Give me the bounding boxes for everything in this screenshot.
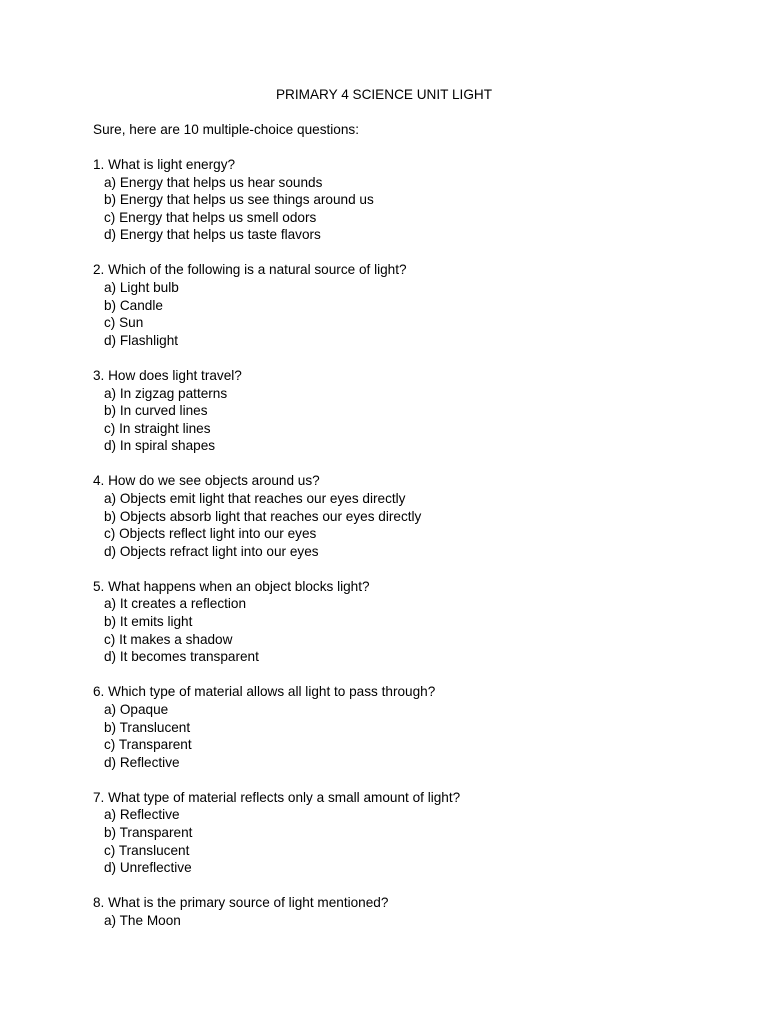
question-4 (93, 472, 733, 560)
answer-option-d: d) In spiral shapes (104, 438, 216, 454)
question-6 (93, 683, 733, 771)
answer-option-d: d) Reflective (104, 754, 180, 770)
answer-option-c: c) Translucent (104, 842, 190, 858)
answer-option-a: a) The Moon (104, 912, 181, 928)
answer-option-d: d) Energy that helps us taste flavors (104, 227, 321, 243)
question-text: 5. What happens when an object blocks light? (93, 578, 370, 594)
intro-text: Sure, here are 10 multiple-choice questions: (93, 122, 359, 137)
answer-option-b: b) In curved lines (104, 403, 208, 419)
answer-option-c: c) Transparent (104, 737, 192, 753)
answer-option-d: d) Unreflective (104, 860, 192, 876)
question-2 (93, 261, 733, 349)
answer-option-c: c) Sun (104, 315, 144, 331)
question-text: 7. What type of material reflects only a small amount of light? (93, 789, 461, 805)
question-text: 6. Which type of material allows all light to pass through? (93, 684, 436, 700)
answer-option-b: b) Transparent (104, 825, 193, 840)
answer-option-a: a) Objects emit light that reaches our eyes directly (104, 491, 406, 506)
question-7 (93, 789, 733, 877)
question-1 (93, 156, 733, 244)
question-3 (93, 367, 733, 455)
answer-option-c: c) Objects reflect light into our eyes (104, 526, 317, 542)
answer-option-b: b) Energy that helps us see things around us (104, 192, 374, 208)
answer-option-d: d) Objects refract light into our eyes (104, 543, 319, 559)
answer-option-b: b) Objects absorb light that reaches our eyes directly (104, 508, 422, 524)
answer-option-b: b) Candle (104, 297, 163, 313)
answer-option-d: d) Flashlight (104, 332, 179, 348)
question-8 (93, 894, 733, 929)
question-text: 4. How do we see objects around us? (93, 473, 320, 489)
answer-option-c: c) Energy that helps us smell odors (104, 209, 317, 225)
answer-option-d: d) It becomes transparent (104, 649, 259, 665)
answer-option-b: b) It emits light (104, 614, 193, 630)
answer-option-a: a) In zigzag patterns (104, 385, 228, 401)
question-text: 8. What is the primary source of light mentioned? (93, 895, 389, 911)
answer-option-c: c) It makes a shadow (104, 631, 233, 647)
page-title: PRIMARY 4 SCIENCE UNIT LIGHT (275, 87, 493, 102)
answer-option-a: a) Reflective (104, 807, 180, 823)
question-text: 2. Which of the following is a natural source of light? (93, 262, 407, 278)
answer-option-a: a) Energy that helps us hear sounds (104, 174, 323, 190)
answer-option-a: a) Opaque (104, 701, 169, 717)
question-text: 1. What is light energy? (93, 157, 236, 172)
question-list (93, 156, 733, 947)
question-text: 3. How does light travel? (93, 367, 242, 383)
answer-option-b: b) Translucent (104, 719, 191, 735)
answer-option-a: a) Light bulb (104, 280, 179, 296)
answer-option-c: c) In straight lines (104, 420, 211, 436)
answer-option-a: a) It creates a reflection (104, 596, 247, 612)
question-5 (93, 578, 733, 666)
